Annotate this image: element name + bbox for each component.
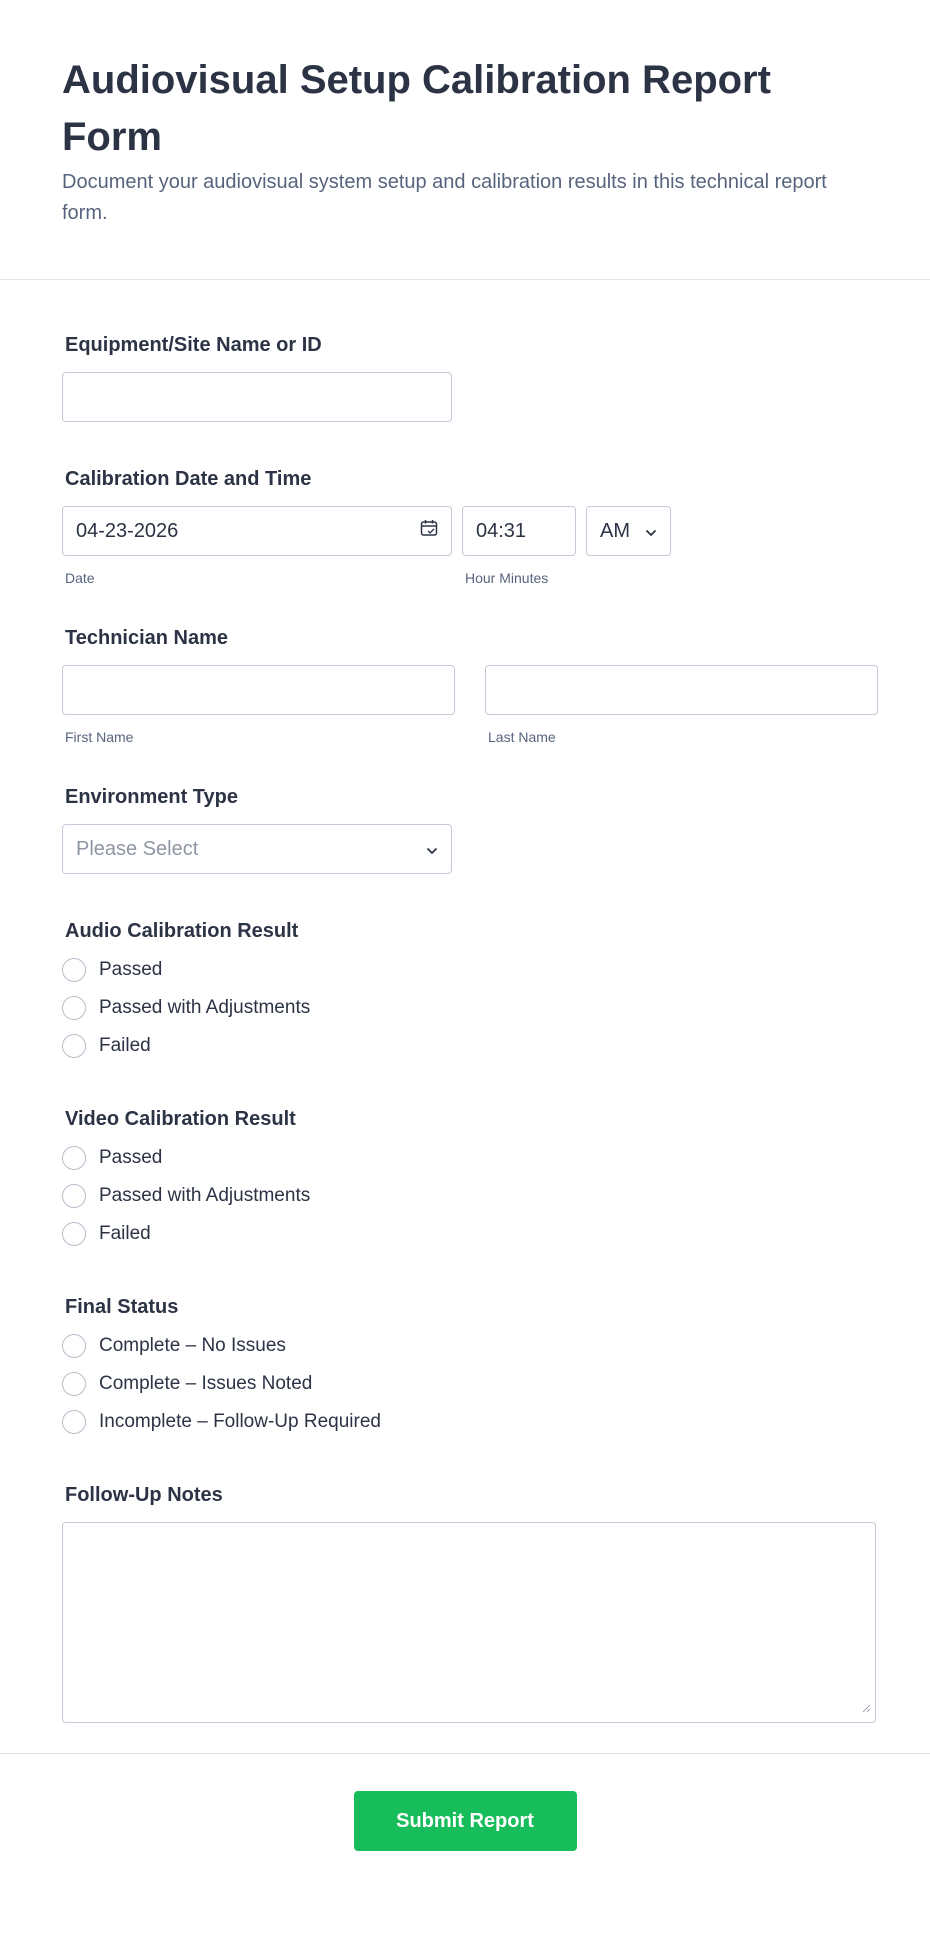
time-inputs [462, 506, 671, 556]
video-label: Video Calibration Result [65, 1108, 296, 1130]
radio-label: Passed with Adjustments [99, 997, 311, 1018]
last-name-input[interactable] [485, 665, 878, 715]
final-status-option-incomplete[interactable] [62, 1403, 868, 1441]
technician-label: Technician Name [65, 627, 229, 649]
form-body [0, 280, 930, 1723]
radio-label: Passed with Adjustments [99, 1185, 311, 1206]
audio-option-passed[interactable] [62, 951, 868, 989]
radio-button[interactable] [62, 1034, 86, 1058]
audio-field [62, 919, 868, 1065]
first-name-input[interactable] [62, 665, 455, 715]
page-subtitle: Document your audiovisual system setup and calibration results in this technical report form. [62, 171, 827, 224]
radio-label: Incomplete – Follow-Up Required [99, 1411, 381, 1432]
radio-button[interactable] [62, 1184, 86, 1208]
radio-label: Complete – Issues Noted [99, 1373, 313, 1394]
video-field [62, 1107, 868, 1253]
radio-label: Complete – No Issues [99, 1335, 286, 1356]
time-input[interactable]: 04:31 [462, 506, 576, 556]
final-status-field [62, 1295, 868, 1441]
environment-select[interactable] [62, 824, 452, 874]
video-options [62, 1139, 868, 1253]
equipment-field [62, 333, 868, 422]
time-sublabel: Hour Minutes [465, 570, 549, 586]
technician-field [62, 626, 868, 746]
radio-button[interactable] [62, 1372, 86, 1396]
final-status-label: Final Status [65, 1296, 179, 1318]
date-value: 04-23-2026 [76, 519, 179, 542]
audio-options [62, 951, 868, 1065]
calibration-row [62, 506, 868, 587]
date-input[interactable] [62, 506, 452, 556]
last-name-group [485, 665, 878, 746]
chevron-down-icon [645, 520, 657, 543]
ampm-select[interactable] [586, 506, 671, 556]
calibration-label: Calibration Date and Time [65, 468, 312, 490]
final-status-option-complete-issues-noted[interactable] [62, 1365, 868, 1403]
audio-option-passed-with-adjustments[interactable] [62, 989, 868, 1027]
equipment-label: Equipment/Site Name or ID [65, 334, 322, 356]
form-header [0, 0, 930, 280]
audio-label: Audio Calibration Result [65, 920, 299, 942]
first-name-sublabel: First Name [65, 729, 134, 745]
form-footer [0, 1753, 930, 1851]
date-group [62, 506, 452, 587]
radio-button[interactable] [62, 1146, 86, 1170]
submit-report-button[interactable]: Submit Report [354, 1791, 577, 1851]
date-sublabel: Date [65, 570, 95, 586]
video-option-failed[interactable] [62, 1215, 868, 1253]
video-option-passed[interactable] [62, 1139, 868, 1177]
radio-label: Passed [99, 959, 163, 980]
environment-label: Environment Type [65, 786, 238, 808]
radio-button[interactable] [62, 1222, 86, 1246]
page-title: Audiovisual Setup Calibration Report Form [62, 58, 771, 159]
audio-option-failed[interactable] [62, 1027, 868, 1065]
radio-label: Failed [99, 1035, 151, 1056]
notes-field [62, 1483, 868, 1723]
radio-label: Failed [99, 1223, 151, 1244]
environment-placeholder: Please Select [76, 837, 199, 860]
final-status-options [62, 1327, 868, 1441]
equipment-input[interactable] [62, 372, 452, 422]
first-name-group [62, 665, 455, 746]
radio-label: Passed [99, 1147, 163, 1168]
radio-button[interactable] [62, 958, 86, 982]
video-option-passed-with-adjustments[interactable] [62, 1177, 868, 1215]
last-name-sublabel: Last Name [488, 729, 556, 745]
radio-button[interactable] [62, 996, 86, 1020]
time-group [462, 506, 671, 587]
calendar-icon[interactable] [420, 519, 438, 543]
resize-handle-icon[interactable] [861, 1700, 871, 1718]
calibration-field [62, 467, 868, 587]
radio-button[interactable] [62, 1410, 86, 1434]
radio-button[interactable] [62, 1334, 86, 1358]
environment-field [62, 785, 868, 874]
notes-textarea[interactable] [62, 1522, 876, 1723]
final-status-option-complete-no-issues[interactable] [62, 1327, 868, 1365]
ampm-value: AM [600, 519, 630, 542]
notes-label: Follow-Up Notes [65, 1484, 223, 1506]
chevron-down-icon [426, 838, 438, 861]
technician-row [62, 665, 868, 746]
